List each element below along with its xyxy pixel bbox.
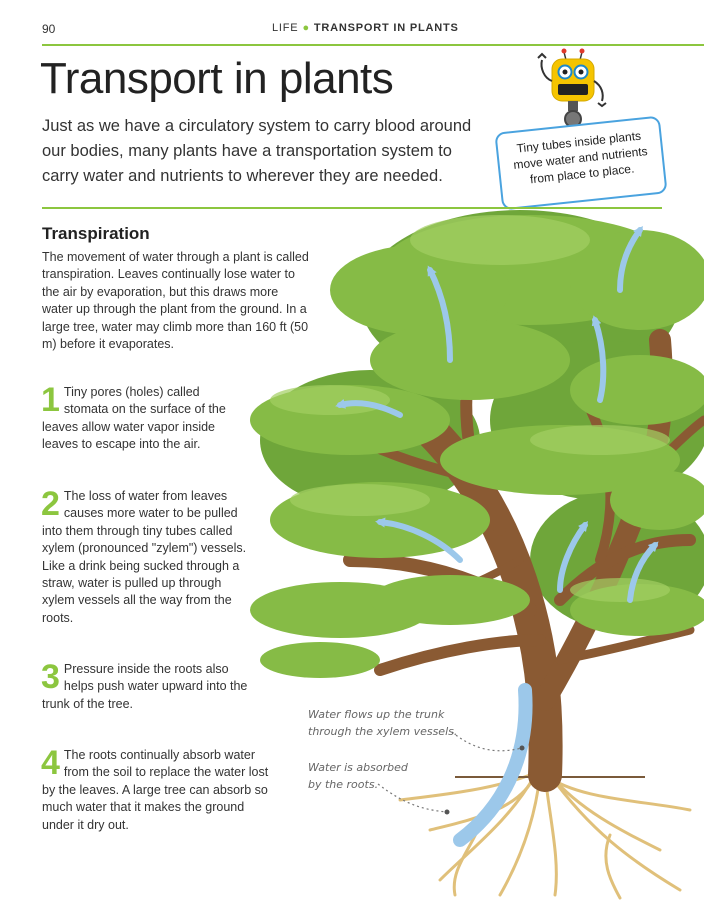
transpiration-body: The movement of water through a plant is called transpiration. Leaves continually lose water to the air by evaporation, but this draws more water up through the plant from the ground. In a large tree, water may climb more than 160 ft (50 m) before it evaporates. — [42, 250, 309, 352]
step-number: 2 — [41, 485, 60, 523]
step-text: The loss of water from leaves causes more water to be pulled into them through tiny tubes called xylem (pronounced "zylem") vessels. Like a drink being sucked through a straw, water is pulled up through xylem vessels all the way from the roots. — [42, 489, 247, 625]
step-text: Tiny pores (holes) called stomata on the surface of the leaves allow water vapor inside leaves to escape into the air. — [42, 385, 226, 452]
topic-label: TRANSPORT IN PLANTS — [313, 22, 459, 34]
step-text: The roots continually absorb water from the soil to replace the water lost by the leaves. A large tree can absorb so much water that it makes the ground under it dry out. — [42, 748, 269, 832]
step-number: 3 — [41, 658, 60, 696]
roots — [400, 775, 690, 898]
bubble-text: Tiny tubes inside plants move water and nutrients from place to place. — [512, 128, 649, 187]
transpiration-heading: Transpiration — [42, 224, 150, 243]
trunk-leader-line — [452, 732, 522, 751]
bullet-dot-icon: ● — [302, 22, 310, 34]
intro-paragraph: Just as we have a circulatory system to carry blood around our bodies, many plants have a transportation system to carry water and nutrients to wherever they are needed. — [42, 117, 472, 185]
robot-mascot-icon — [536, 46, 610, 130]
step-number: 1 — [41, 381, 60, 419]
step-3 — [41, 658, 252, 713]
section-rule — [42, 207, 662, 209]
step-2 — [41, 485, 252, 627]
trunk-annotation: Water flows up the trunk through the xylem vessels. — [308, 708, 458, 738]
step-text: Pressure inside the roots also helps push water upward into the trunk of the tree. — [42, 662, 248, 711]
page-number: 90 — [42, 22, 56, 36]
step-number: 4 — [41, 744, 60, 782]
page-title: Transport in plants — [40, 54, 394, 103]
step-4 — [41, 744, 270, 834]
roots-annotation: Water is absorbed by the roots. — [308, 761, 408, 791]
section-label: LIFE — [272, 22, 299, 34]
step-1 — [41, 381, 240, 454]
